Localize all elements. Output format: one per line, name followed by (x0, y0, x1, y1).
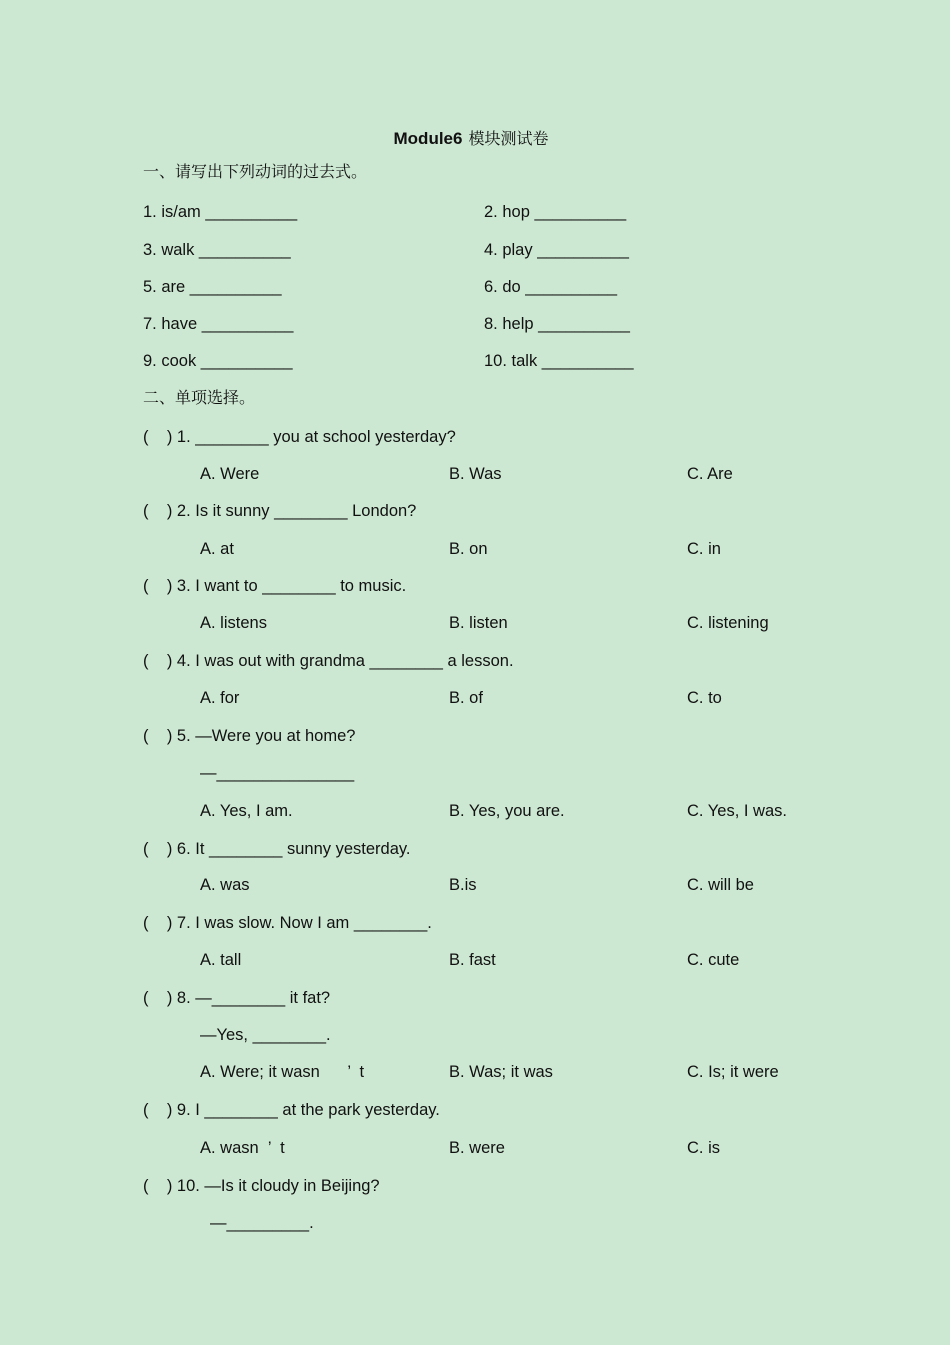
option-b: B. Was (449, 465, 502, 483)
option-c: C. cute (687, 951, 740, 969)
question-stem: ( ) 3. I want to ________ to music. (143, 577, 407, 595)
option-a: A. Were; it wasn ’ t (200, 1063, 365, 1081)
question-stem: ( ) 10. —Is it cloudy in Beijing? (143, 1177, 380, 1195)
option-a: A. tall (200, 951, 242, 969)
section1-heading: 一、请写出下列动词的过去式。 (143, 162, 368, 181)
option-c: C. is (687, 1139, 720, 1157)
option-b: B. were (449, 1139, 505, 1157)
option-a: A. Were (200, 465, 260, 483)
verb-item: 2. hop __________ (484, 203, 627, 221)
verb-item: 4. play __________ (484, 241, 629, 259)
question-stem: ( ) 8. —________ it fat? (143, 989, 331, 1007)
title-chinese: 模块测试卷 (468, 129, 549, 148)
option-b: B. Was; it was (449, 1063, 553, 1081)
option-a: A. was (200, 876, 250, 894)
option-b: B. on (449, 540, 488, 558)
answer-line: —_______________ (200, 764, 355, 782)
option-b: B. fast (449, 951, 496, 969)
question-stem: ( ) 4. I was out with grandma ________ a lesson. (143, 652, 514, 670)
question-stem: ( ) 2. Is it sunny ________ London? (143, 502, 417, 520)
verb-item: 6. do __________ (484, 278, 618, 296)
answer-line: —_________. (210, 1214, 314, 1232)
verb-item: 7. have __________ (143, 315, 294, 333)
option-c: C. Is; it were (687, 1063, 779, 1081)
option-c: C. listening (687, 614, 769, 632)
option-a: A. Yes, I am. (200, 802, 293, 820)
option-a: A. for (200, 689, 240, 707)
question-stem: ( ) 7. I was slow. Now I am ________. (143, 914, 432, 932)
option-c: C. Are (687, 465, 733, 483)
option-c: C. will be (687, 876, 754, 894)
question-stem: ( ) 9. I ________ at the park yesterday. (143, 1101, 440, 1119)
question-stem: ( ) 1. ________ you at school yesterday? (143, 428, 456, 446)
verb-item: 3. walk __________ (143, 241, 291, 259)
option-b: B. Yes, you are. (449, 802, 565, 820)
option-a: A. at (200, 540, 234, 558)
option-c: C. to (687, 689, 722, 707)
verb-item: 1. is/am __________ (143, 203, 298, 221)
answer-line: —Yes, ________. (200, 1026, 331, 1044)
page-title (0, 126, 942, 149)
question-stem: ( ) 5. —Were you at home? (143, 727, 356, 745)
option-a: A. wasn ’ t (200, 1139, 285, 1157)
option-c: C. in (687, 540, 721, 558)
verb-item: 9. cook __________ (143, 352, 293, 370)
verb-item: 10. talk __________ (484, 352, 634, 370)
verb-item: 8. help __________ (484, 315, 630, 333)
option-b: B. listen (449, 614, 508, 632)
option-b: B. of (449, 689, 483, 707)
title-module: Module6 (393, 129, 463, 148)
section2-heading: 二、单项选择。 (143, 388, 256, 407)
question-stem: ( ) 6. It ________ sunny yesterday. (143, 840, 411, 858)
option-a: A. listens (200, 614, 267, 632)
option-c: C. Yes, I was. (687, 802, 787, 820)
option-b: B.is (449, 876, 477, 894)
verb-item: 5. are __________ (143, 278, 282, 296)
